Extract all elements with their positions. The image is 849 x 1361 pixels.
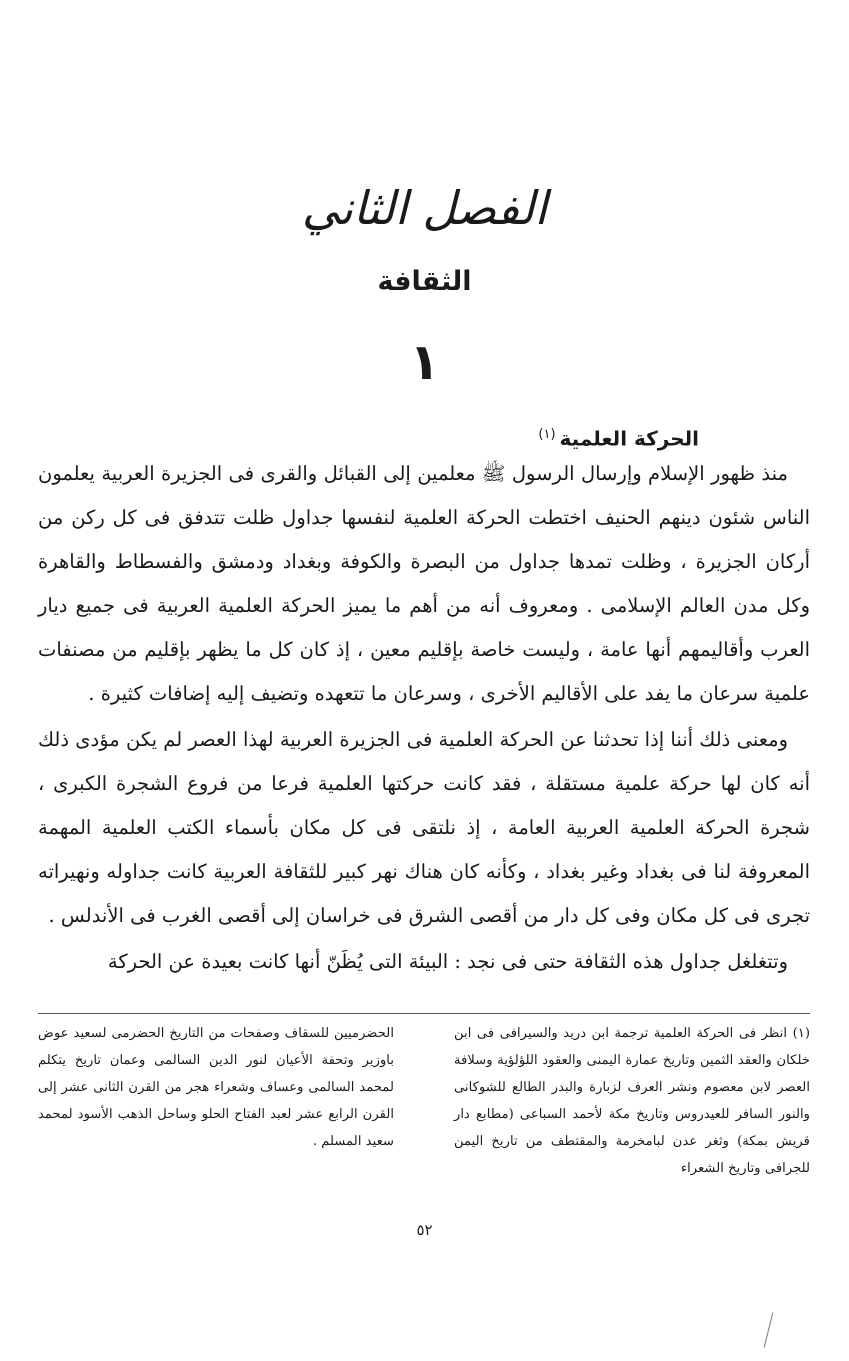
section-title: الثقافة xyxy=(377,266,472,297)
paragraph-3: وتتغلغل جداول هذه الثقافة حتى فى نجد : البيئة التى يُظَنّ أنها كانت بعيدة عن الحركة xyxy=(107,950,788,973)
body-text xyxy=(38,452,810,984)
pencil-mark xyxy=(764,1312,774,1347)
paragraph-2: ومعنى ذلك أننا إذا تحدثنا عن الحركة العلمية فى الجزيرة العربية لهذا العصر لم يكن مؤدى ذلك أنه كان لها حركة علمية مستقلة ، فقد كانت حركتها العلمية فرعا من فروع الشجرة الكبرى ، شجرة الحركة العلمية العربية العامة ، إذ نلتقى فى كل مكان بأسماء الكتب العلمية المهمة المعروفة لنا فى بغداد وغير بغداد ، وكأنه كان هناك نهر كبير للثقافة العربية كانت جداوله ونهيراته تجرى فى كل مكان وفى كل دار من أقصى الشرق فى خراسان إلى أقصى الغرب فى الأندلس . xyxy=(38,728,810,927)
paragraph-1: منذ ظهور الإسلام وإرسال الرسول ﷺ معلمين إلى القبائل والقرى فى الجزيرة العربية يعلمون الناس شئون دينهم الحنيف اختطت الحركة العلمية لنفسها جداول ظلت تتدفق فى كل ركن من أركان الجزيرة ، وظلت تمدها جداول من البصرة والكوفة وبغداد ودمشق والفسطاط والقاهرة وكل مدن العالم الإسلامى . ومعروف أنه من أهم ما يميز الحركة العلمية العربية فى جميع ديار العرب وأقاليمهم أنها عامة ، وليست خاصة بإقليم معين ، إذ كان كل ما يظهر بإقليم من مصنفات علمية سرعان ما يفد على الأقاليم الأخرى ، وسرعان ما تتعهده وتضيف إليه إضافات كثيرة . xyxy=(38,462,810,705)
footnote-column-right: (١) انظر فى الحركة العلمية ترجمة ابن دريد والسيرافى فى ابن خلكان والعقد الثمين وتاريخ عمارة اليمنى والعقود اللؤلؤية وسلافة العصر لابن معصوم ونشر العرف لزبارة والبدر الطالع للشوكانى والنور السافر للعيدروس وتاريخ مكة لأحمد السباعى (مطابع دار قريش بمكة) وثغر عدن لبامخرمة والمقتطف من تاريخ اليمن للجرافى وتاريخ الشعراء xyxy=(454,1026,810,1176)
subheading xyxy=(538,418,699,456)
footnotes xyxy=(38,1020,810,1182)
footnote-reference: (١) xyxy=(538,427,556,442)
part-number: ١ xyxy=(409,333,440,391)
page-number: ٥٢ xyxy=(416,1221,433,1239)
footnote-column-left: الحضرميين للسقاف وصفحات من التاريخ الحضرمى لسعيد عوض باوزير وتحفة الأعيان لنور الدين السالمى وعمان تاريخ يتكلم لمحمد السالمى وعساف وشعراء هجر من القرن الثانى عشر إلى القرن الرابع عشر لعبد الفتاح الحلو وساحل الذهب الأسود لمحمد سعيد المسلم . xyxy=(38,1026,394,1149)
footnote-divider xyxy=(38,1013,810,1014)
chapter-title: الفصل الثاني xyxy=(301,181,548,235)
subheading-text: الحركة العلمية xyxy=(559,426,699,451)
